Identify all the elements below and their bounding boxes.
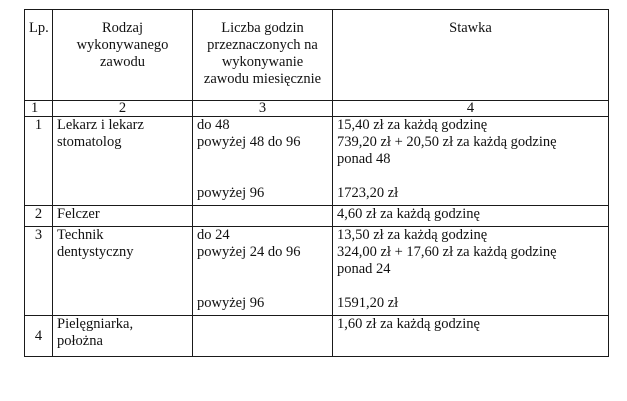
table-row bbox=[25, 227, 609, 316]
header-rodzaj-line: Rodzaj bbox=[101, 20, 144, 36]
row-zawod bbox=[53, 227, 193, 316]
header-liczba bbox=[193, 10, 333, 101]
row-lp: 4 bbox=[25, 316, 53, 357]
row-lp: 2 bbox=[25, 206, 53, 227]
header-rodzaj-line: wykonywanego bbox=[76, 37, 169, 53]
row-stawka bbox=[333, 227, 609, 316]
column-number: 1 bbox=[25, 101, 53, 117]
row-zawod bbox=[53, 206, 193, 227]
header-rodzaj-line: zawodu bbox=[99, 54, 146, 70]
column-number: 2 bbox=[53, 101, 193, 117]
godziny-line: powyżej 96 bbox=[197, 295, 265, 311]
row-godziny bbox=[193, 227, 333, 316]
stawka-line: 1,60 zł za każdą godzinę bbox=[337, 316, 480, 332]
row-stawka bbox=[333, 117, 609, 206]
zawod-line: Lekarz i lekarz bbox=[57, 117, 144, 133]
stawka-line: 1591,20 zł bbox=[337, 295, 399, 311]
zawod-line: Technik bbox=[57, 227, 104, 243]
table-row bbox=[25, 206, 609, 227]
row-stawka bbox=[333, 206, 609, 227]
zawod-line: położna bbox=[57, 333, 103, 349]
stawka-line: 324,00 zł + 17,60 zł za każdą godzinę bbox=[337, 244, 557, 260]
header-lp-text: Lp. bbox=[29, 20, 49, 36]
table-row bbox=[25, 316, 609, 357]
column-number: 4 bbox=[333, 101, 609, 117]
godziny-line: do 24 bbox=[197, 227, 230, 243]
stawka-line: ponad 48 bbox=[337, 151, 391, 167]
header-liczba-line: Liczba godzin bbox=[221, 20, 304, 36]
header-liczba-line: przeznaczonych na bbox=[207, 37, 318, 53]
stawka-line: 4,60 zł za każdą godzinę bbox=[337, 206, 480, 222]
header-stawka-text: Stawka bbox=[449, 20, 492, 36]
header-row bbox=[25, 10, 609, 101]
row-lp: 1 bbox=[25, 117, 53, 206]
header-liczba-line: zawodu miesięcznie bbox=[203, 71, 322, 87]
stawka-line: 739,20 zł + 20,50 zł za każdą godzinę bbox=[337, 134, 557, 150]
godziny-line: powyżej 24 do 96 bbox=[197, 244, 301, 260]
table-row bbox=[25, 117, 609, 206]
document-page bbox=[24, 9, 609, 357]
row-lp: 3 bbox=[25, 227, 53, 316]
godziny-line: powyżej 48 do 96 bbox=[197, 134, 301, 150]
godziny-line: powyżej 96 bbox=[197, 185, 265, 201]
row-zawod bbox=[53, 117, 193, 206]
zawod-line: Pielęgniarka, bbox=[57, 316, 134, 332]
row-godziny bbox=[193, 206, 333, 227]
row-stawka bbox=[333, 316, 609, 357]
header-rodzaj bbox=[53, 10, 193, 101]
stawka-line: 13,50 zł za każdą godzinę bbox=[337, 227, 488, 243]
zawod-line: Felczer bbox=[57, 206, 100, 222]
zawod-line: dentystyczny bbox=[57, 244, 134, 260]
godziny-line: do 48 bbox=[197, 117, 230, 133]
rates-table bbox=[24, 9, 609, 357]
header-liczba-line: wykonywanie bbox=[221, 54, 304, 70]
row-godziny bbox=[193, 117, 333, 206]
header-stawka bbox=[333, 10, 609, 101]
column-number: 3 bbox=[193, 101, 333, 117]
row-zawod bbox=[53, 316, 193, 357]
zawod-line: stomatolog bbox=[57, 134, 122, 150]
stawka-line: 1723,20 zł bbox=[337, 185, 399, 201]
row-godziny bbox=[193, 316, 333, 357]
column-number-row bbox=[25, 101, 609, 117]
stawka-line: 15,40 zł za każdą godzinę bbox=[337, 117, 488, 133]
header-lp bbox=[25, 10, 53, 101]
stawka-line: ponad 24 bbox=[337, 261, 391, 277]
